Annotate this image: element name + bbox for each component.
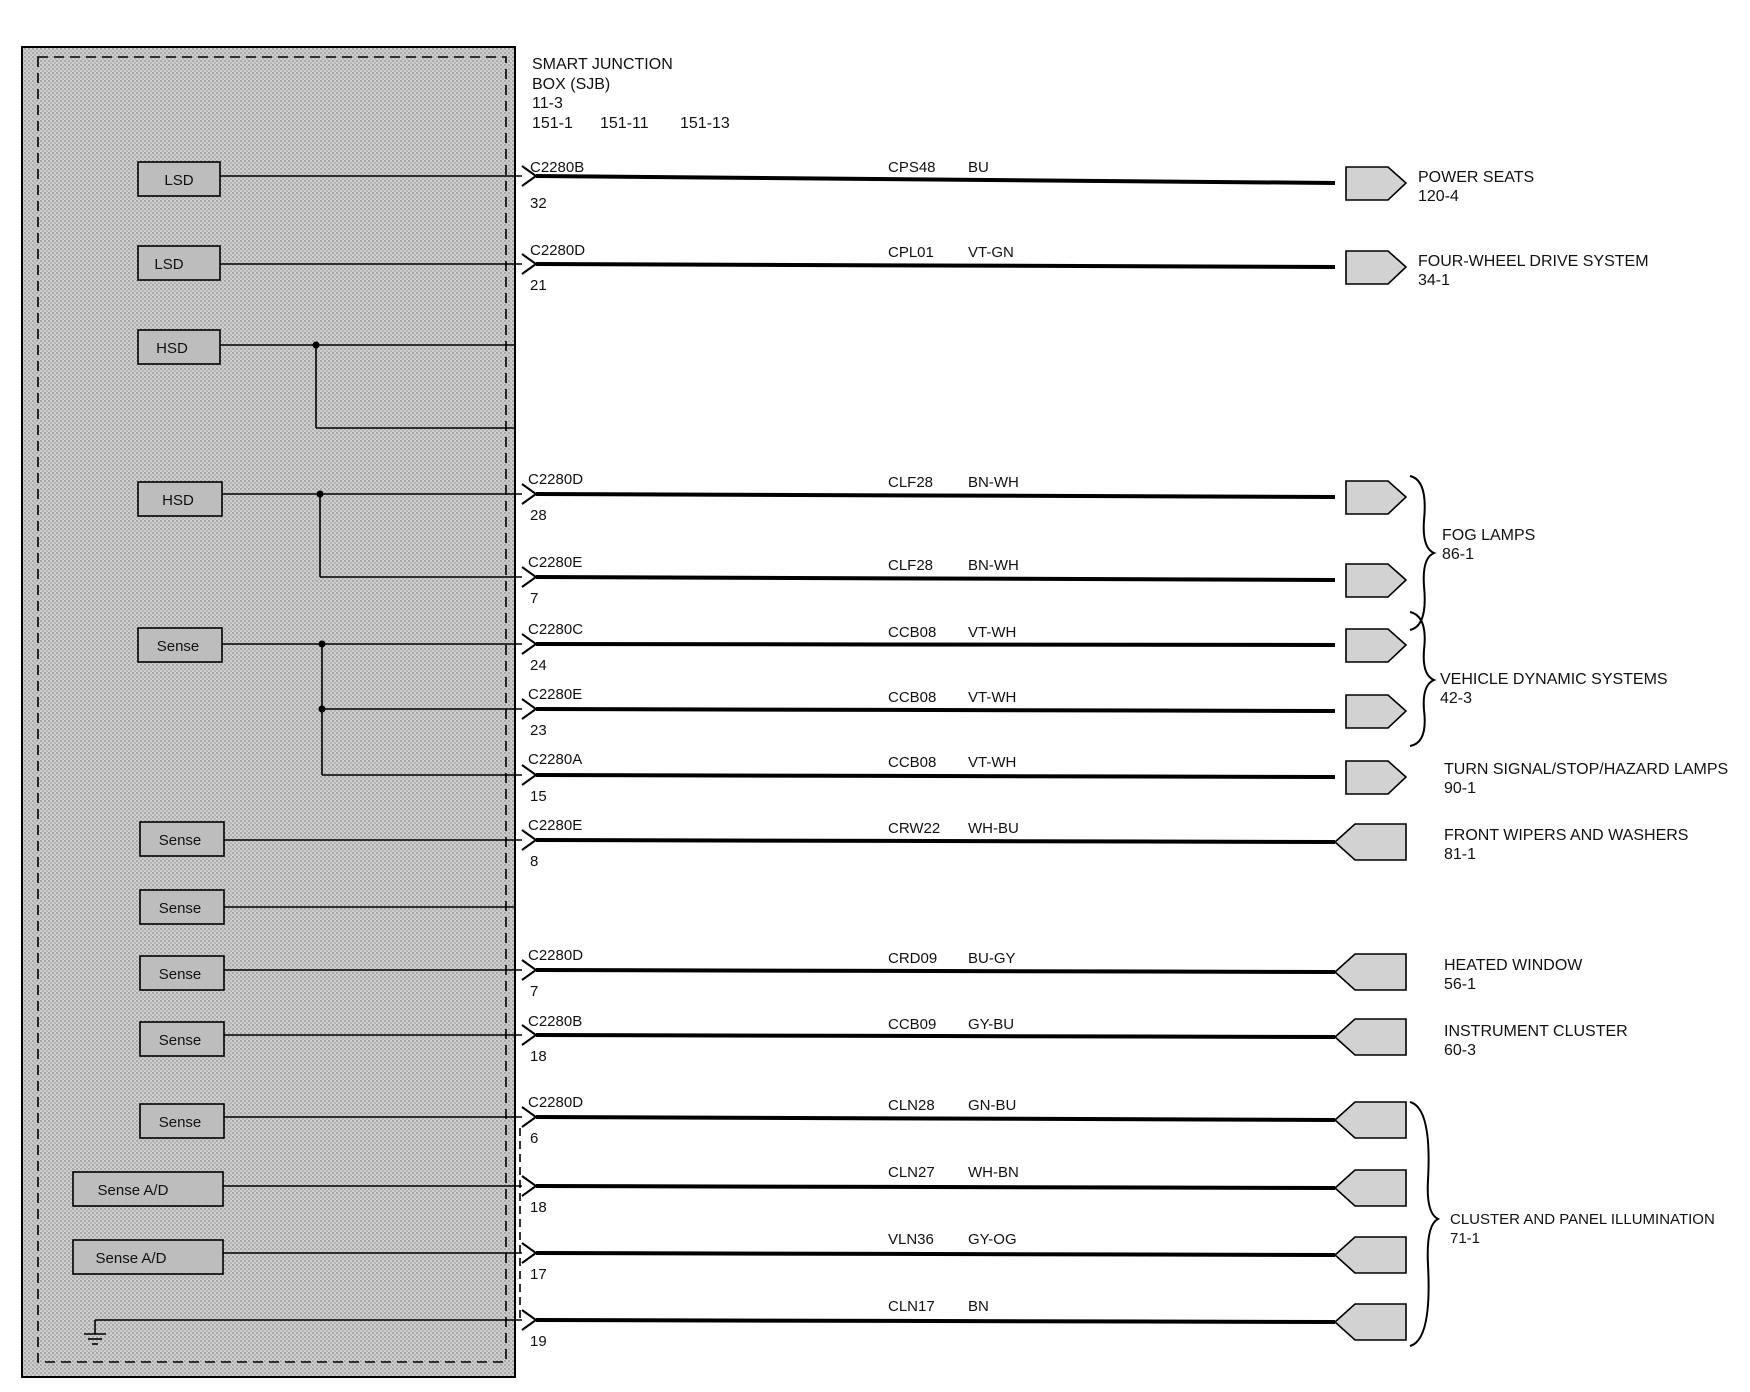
svg-text:C2280E: C2280E: [528, 554, 583, 571]
module-box: [140, 1022, 224, 1056]
svg-text:C2280E: C2280E: [528, 686, 583, 703]
svg-text:7: 7: [530, 983, 539, 1000]
svg-text:C2280B: C2280B: [528, 1013, 583, 1030]
svg-text:BN-WH: BN-WH: [968, 557, 1019, 574]
svg-text:18: 18: [530, 1048, 547, 1065]
svg-text:CCB09: CCB09: [888, 1016, 937, 1033]
svg-text:CRD09: CRD09: [888, 950, 938, 967]
destination-labels: [1418, 169, 1728, 1247]
svg-text:CLN17: CLN17: [888, 1298, 935, 1315]
module-box: [138, 246, 220, 280]
svg-text:C2280D: C2280D: [528, 947, 584, 964]
svg-text:C2280D: C2280D: [528, 1094, 584, 1111]
svg-text:Sense A/D: Sense A/D: [95, 1250, 167, 1267]
svg-text:HSD: HSD: [162, 492, 194, 509]
svg-text:CLUSTER AND PANEL ILLUMINATION: CLUSTER AND PANEL ILLUMINATION: [1450, 1211, 1715, 1228]
svg-text:81-1: 81-1: [1444, 846, 1477, 863]
svg-text:32: 32: [530, 195, 547, 212]
svg-text:15: 15: [530, 788, 547, 805]
svg-text:FOG LAMPS: FOG LAMPS: [1442, 527, 1536, 544]
svg-text:VT-WH: VT-WH: [968, 689, 1017, 706]
svg-text:Sense: Sense: [158, 900, 202, 917]
svg-text:VT-WH: VT-WH: [968, 754, 1017, 771]
svg-text:60-3: 60-3: [1444, 1042, 1477, 1059]
sjb-title-line1: SMART JUNCTION: [532, 56, 673, 73]
module-box: [138, 482, 222, 516]
svg-text:CLN27: CLN27: [888, 1164, 935, 1181]
svg-text:CCB08: CCB08: [888, 754, 937, 771]
module-box: [140, 822, 224, 856]
svg-text:HEATED WINDOW: HEATED WINDOW: [1444, 957, 1583, 974]
module-box: [73, 1240, 223, 1274]
svg-text:CPL01: CPL01: [888, 244, 934, 261]
svg-text:WH-BU: WH-BU: [968, 820, 1019, 837]
connector-labels: [528, 159, 585, 1350]
svg-text:FRONT WIPERS AND WASHERS: FRONT WIPERS AND WASHERS: [1444, 827, 1689, 844]
svg-text:C2280D: C2280D: [530, 242, 586, 259]
svg-text:POWER SEATS: POWER SEATS: [1418, 169, 1535, 186]
svg-text:71-1: 71-1: [1450, 1230, 1481, 1247]
sjb-page-ref-3: 151-13: [680, 115, 730, 132]
svg-text:CPS48: CPS48: [888, 159, 936, 176]
svg-text:WH-BN: WH-BN: [968, 1164, 1019, 1181]
svg-text:C2280E: C2280E: [528, 817, 583, 834]
svg-text:C2280D: C2280D: [528, 471, 584, 488]
svg-text:C2280C: C2280C: [528, 621, 584, 638]
svg-text:CLN28: CLN28: [888, 1097, 935, 1114]
svg-text:34-1: 34-1: [1418, 272, 1451, 289]
svg-text:HSD: HSD: [156, 340, 188, 357]
svg-text:23: 23: [530, 722, 547, 739]
svg-text:Sense: Sense: [158, 966, 202, 983]
svg-text:FOUR-WHEEL DRIVE SYSTEM: FOUR-WHEEL DRIVE SYSTEM: [1418, 253, 1649, 270]
svg-text:LSD: LSD: [164, 172, 194, 189]
module-box: [140, 1104, 224, 1138]
connector-flag-out: [1346, 167, 1406, 794]
svg-text:6: 6: [530, 1130, 539, 1147]
connector-flag-in: [1335, 824, 1406, 1340]
svg-text:BN-WH: BN-WH: [968, 474, 1019, 491]
svg-text:C2280A: C2280A: [528, 751, 583, 768]
svg-text:28: 28: [530, 507, 547, 524]
svg-text:Sense: Sense: [158, 1114, 202, 1131]
svg-text:18: 18: [530, 1199, 547, 1216]
svg-text:Sense: Sense: [156, 638, 200, 655]
module-box: [73, 1172, 223, 1206]
svg-text:86-1: 86-1: [1442, 546, 1475, 563]
module-box: [138, 162, 220, 196]
svg-text:C2280B: C2280B: [530, 159, 585, 176]
svg-text:8: 8: [530, 853, 539, 870]
svg-text:BN: BN: [968, 1298, 989, 1315]
svg-text:24: 24: [530, 657, 547, 674]
svg-text:19: 19: [530, 1333, 547, 1350]
svg-text:LSD: LSD: [154, 256, 184, 273]
svg-text:Sense A/D: Sense A/D: [97, 1182, 169, 1199]
svg-text:42-3: 42-3: [1440, 690, 1473, 707]
svg-text:Sense: Sense: [158, 1032, 202, 1049]
svg-text:CCB08: CCB08: [888, 689, 937, 706]
sjb-page-ref-1: 151-1: [532, 115, 573, 132]
module-box: [140, 956, 224, 990]
svg-text:GY-BU: GY-BU: [968, 1016, 1015, 1033]
svg-text:CLF28: CLF28: [888, 474, 934, 491]
svg-text:GY-OG: GY-OG: [968, 1231, 1017, 1248]
svg-text:CCB08: CCB08: [888, 624, 937, 641]
svg-text:VT-GN: VT-GN: [968, 244, 1014, 261]
svg-text:BU: BU: [968, 159, 989, 176]
svg-text:GN-BU: GN-BU: [968, 1097, 1017, 1114]
svg-text:CRW22: CRW22: [888, 820, 941, 837]
svg-text:56-1: 56-1: [1444, 976, 1477, 993]
svg-text:120-4: 120-4: [1418, 188, 1459, 205]
svg-text:Sense: Sense: [158, 832, 202, 849]
group-braces: [1410, 476, 1438, 1346]
external-wires: [536, 176, 1335, 1322]
circuit-labels: [888, 159, 1019, 1315]
svg-text:TURN SIGNAL/STOP/HAZARD LAMPS: TURN SIGNAL/STOP/HAZARD LAMPS: [1444, 761, 1729, 778]
svg-text:BU-GY: BU-GY: [968, 950, 1016, 967]
module-box: [138, 628, 222, 662]
svg-text:VLN36: VLN36: [888, 1231, 934, 1248]
svg-text:VEHICLE DYNAMIC SYSTEMS: VEHICLE DYNAMIC SYSTEMS: [1440, 671, 1668, 688]
svg-text:90-1: 90-1: [1444, 780, 1477, 797]
sjb-title-line2: BOX (SJB): [532, 76, 611, 93]
svg-text:7: 7: [530, 590, 539, 607]
module-box: [138, 330, 220, 364]
svg-text:INSTRUMENT CLUSTER: INSTRUMENT CLUSTER: [1444, 1023, 1628, 1040]
sjb-ref: 11-3: [532, 95, 563, 112]
svg-text:VT-WH: VT-WH: [968, 624, 1017, 641]
svg-text:21: 21: [530, 277, 547, 294]
module-box: [140, 890, 224, 924]
svg-text:CLF28: CLF28: [888, 557, 934, 574]
sjb-page-ref-2: 151-11: [600, 115, 649, 132]
svg-text:17: 17: [530, 1266, 547, 1283]
